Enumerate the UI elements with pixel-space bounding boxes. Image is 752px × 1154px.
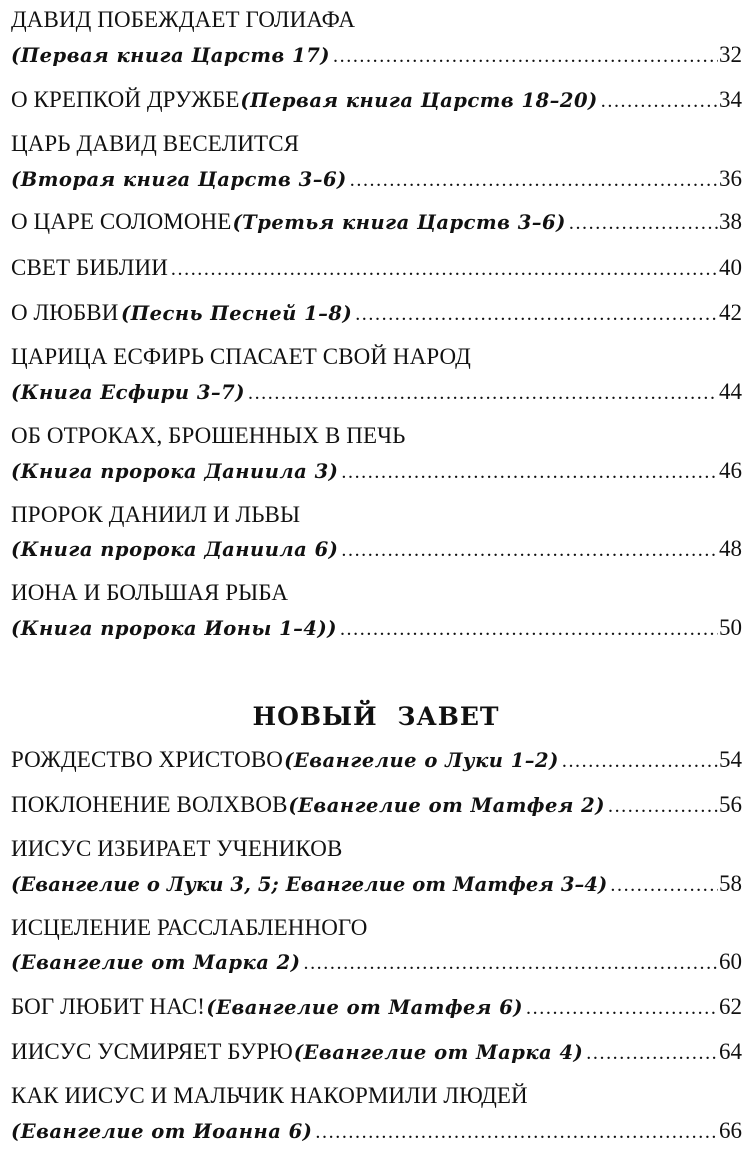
- toc-entry: [11, 253, 742, 283]
- toc-entry-title-line: [11, 500, 742, 530]
- toc-entry-ref-line: [11, 456, 742, 486]
- toc-entry-title-line: [11, 834, 742, 864]
- dot-leader: [340, 614, 718, 644]
- dot-leader: [601, 86, 718, 116]
- entry-title: ПРОРОК ДАНИИЛ И ЛЬВЫ: [11, 502, 301, 527]
- entry-title: ИИСУС ИЗБИРАЕТ УЧЕНИКОВ: [11, 836, 343, 861]
- entry-page-number: 32: [719, 42, 742, 67]
- entry-page-number: 36: [719, 166, 742, 191]
- entry-page-number: 60: [719, 949, 742, 974]
- toc-entry-title-line: [11, 342, 742, 372]
- toc-entry-title-line: [11, 578, 742, 608]
- entry-page-number: 38: [719, 209, 742, 234]
- entry-title: ПОКЛОНЕНИЕ ВОЛХВОВ: [11, 792, 288, 817]
- entry-title: О ЛЮБВИ: [11, 300, 119, 325]
- toc-entry: [11, 992, 742, 1022]
- entry-page-number: 64: [719, 1039, 742, 1064]
- entry-title: СВЕТ БИБЛИИ: [11, 255, 168, 280]
- toc-entry-ref-line: [11, 40, 742, 70]
- entry-title: О КРЕПКОЙ ДРУЖБЕ: [11, 87, 240, 112]
- toc-entry-ref-line: [11, 869, 742, 899]
- entry-reference: (Евангелие от Марка 4): [293, 1041, 584, 1064]
- entry-title: ДАВИД ПОБЕЖДАЕТ ГОЛИАФА: [11, 7, 356, 32]
- toc-entry-ref-line: [11, 613, 742, 643]
- entry-page-number: 34: [719, 87, 742, 112]
- entry-reference: (Песнь Песней 1–8): [121, 302, 353, 325]
- entry-title: РОЖДЕСТВО ХРИСТОВО: [11, 747, 284, 772]
- toc-entry: [11, 207, 742, 237]
- entry-page-number: 40: [719, 255, 742, 280]
- toc-entry: [11, 1037, 742, 1067]
- toc-entry-ref-line: [11, 164, 742, 194]
- dot-leader: [586, 1038, 718, 1068]
- entry-page-number: 54: [719, 747, 742, 772]
- toc-entry-title-line: [11, 1081, 742, 1111]
- entry-page-number: 62: [719, 994, 742, 1019]
- entry-reference: (Евангелие от Матфея 6): [206, 996, 524, 1019]
- entry-reference: (Книга пророка Ионы 1–4)): [11, 617, 337, 640]
- dot-leader: [526, 993, 718, 1023]
- toc-entry-title-line: [11, 421, 742, 451]
- toc-entry: [11, 85, 742, 115]
- entry-reference: (Евангелие от Матфея 2): [288, 794, 605, 817]
- entry-page-number: 46: [719, 458, 742, 483]
- toc-entry-title-line: [11, 129, 742, 159]
- entry-title: КАК ИИСУС И МАЛЬЧИК НАКОРМИЛИ ЛЮДЕЙ: [11, 1083, 528, 1108]
- entry-reference: (Первая книга Царств 17): [11, 44, 331, 67]
- entry-title: ИОНА И БОЛЬШАЯ РЫБА: [11, 580, 289, 605]
- toc-entry-title-line: [11, 913, 742, 943]
- entry-title: ИИСУС УСМИРЯЕТ БУРЮ: [11, 1039, 293, 1064]
- entry-reference: (Книга пророка Даниила 3): [11, 460, 339, 483]
- entry-page-number: 56: [719, 792, 742, 817]
- entry-reference: (Евангелие от Марка 2): [11, 951, 301, 974]
- section-heading: НОВЫЙ ЗАВЕТ: [252, 702, 500, 731]
- entry-reference: (Евангелие о Луки 1–2): [284, 749, 559, 772]
- entry-title: ЦАРИЦА ЕСФИРЬ СПАСАЕТ СВОЙ НАРОД: [11, 344, 471, 369]
- entry-reference: (Первая книга Царств 18–20): [240, 89, 598, 112]
- entry-reference: (Книга пророка Даниила 6): [11, 538, 339, 561]
- entry-reference: (Вторая книга Царств 3–6): [11, 168, 347, 191]
- entry-title: О ЦАРЕ СОЛОМОНЕ: [11, 209, 232, 234]
- dot-leader: [608, 791, 718, 821]
- dot-leader: [315, 1117, 718, 1147]
- entry-page-number: 66: [719, 1118, 742, 1143]
- entry-page-number: 58: [719, 871, 742, 896]
- entry-page-number: 48: [719, 536, 742, 561]
- toc-entry: [11, 298, 742, 328]
- entry-title: ОБ ОТРОКАХ, БРОШЕННЫХ В ПЕЧЬ: [11, 423, 406, 448]
- dot-leader: [248, 378, 718, 408]
- entry-reference: (Книга Есфири 3–7): [11, 381, 245, 404]
- entry-page-number: 44: [719, 379, 742, 404]
- dot-leader: [610, 870, 718, 900]
- dot-leader: [333, 41, 718, 71]
- entry-page-number: 50: [719, 615, 742, 640]
- entry-reference: (Евангелие о Луки 3, 5; Евангелие от Матфея 3–4): [11, 873, 608, 896]
- entry-reference: (Третья книга Царств 3–6): [232, 211, 566, 234]
- toc-entry-ref-line: [11, 377, 742, 407]
- dot-leader: [303, 948, 718, 978]
- dot-leader: [341, 535, 718, 565]
- toc-entry-title-line: [11, 5, 742, 35]
- toc-entry-ref-line: [11, 1116, 742, 1146]
- toc-entry: [11, 745, 742, 775]
- toc-entry-ref-line: [11, 947, 742, 977]
- entry-title: БОГ ЛЮБИТ НАС!: [11, 994, 206, 1019]
- entry-title: ЦАРЬ ДАВИД ВЕСЕЛИТСЯ: [11, 131, 300, 156]
- toc-entry-ref-line: [11, 534, 742, 564]
- dot-leader: [355, 299, 718, 329]
- dot-leader: [562, 746, 718, 776]
- entry-page-number: 42: [719, 300, 742, 325]
- dot-leader: [171, 254, 718, 284]
- toc-entry: [11, 790, 742, 820]
- dot-leader: [341, 457, 718, 487]
- entry-title: ИСЦЕЛЕНИЕ РАССЛАБЛЕННОГО: [11, 915, 368, 940]
- dot-leader: [350, 165, 718, 195]
- dot-leader: [569, 208, 718, 238]
- entry-reference: (Евангелие от Иоанна 6): [11, 1120, 313, 1143]
